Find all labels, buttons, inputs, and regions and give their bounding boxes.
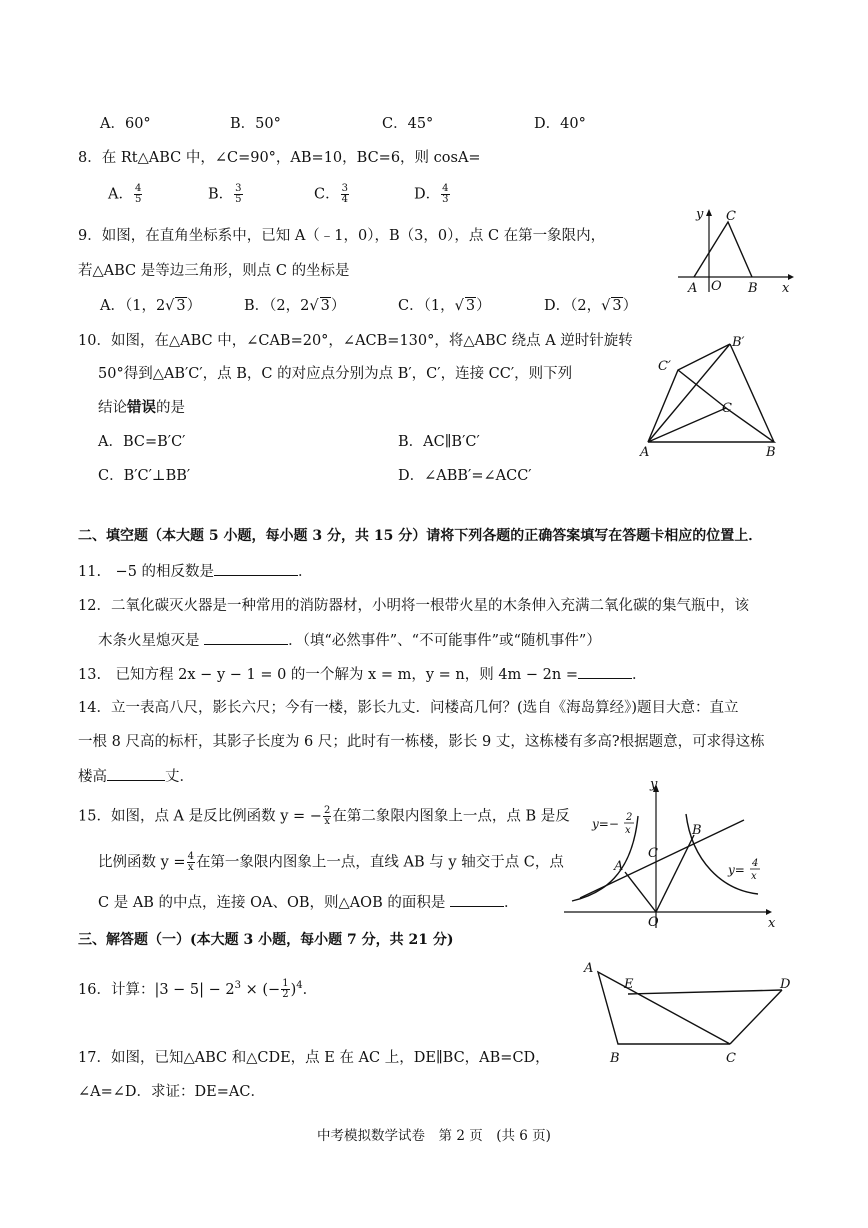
formula-neg2x-prefix: y=−: [592, 817, 619, 831]
q9-figure: [676, 204, 796, 296]
label-b: B: [748, 281, 758, 296]
label-o: O: [648, 915, 659, 930]
q15-line-1: 15．如图，点 A 是反比例函数 y = − $\frac{2}{x}$ 在第二象限内图象上一点，点 B 是反: [78, 805, 570, 827]
q16: 16．计算：$|3 - 5| - 2^3$ × (− $\frac{1}{2}$ )$^4$．: [78, 978, 318, 1001]
q8-stem: 8．在 Rt△ABC 中，∠C=90°，AB=10，BC=6，则 cosA=: [78, 150, 481, 166]
q7-option-b: B．50°: [230, 116, 281, 132]
formula-4x-prefix: y=: [728, 863, 745, 877]
q8-option-a: A． $\frac{4}{5}$: [108, 183, 142, 205]
q17-figure: [578, 958, 796, 1068]
label-a: A: [640, 445, 650, 460]
segment-bb1: [730, 344, 774, 442]
q15-figure: [562, 776, 784, 936]
q9-option-d: D．（2，√ 3）: [544, 298, 638, 314]
label-e: E: [624, 977, 634, 992]
q7-option-a: A．60°: [100, 116, 151, 132]
label-b: B: [610, 1051, 620, 1066]
label-x: x: [768, 916, 776, 931]
segment-oa: [625, 872, 656, 912]
label-x: x: [782, 281, 790, 296]
label-b1: B′: [732, 335, 745, 350]
label-c: C: [722, 401, 732, 416]
q10-line-1: 10．如图，在△ABC 中，∠CAB=20°，∠ACB=130°，将△ABC 绕点 A 逆时针旋转: [78, 333, 633, 349]
formula-4x-den: x: [751, 871, 757, 882]
label-a: A: [584, 961, 594, 976]
label-c: C: [648, 846, 658, 861]
segment-ed: [628, 990, 782, 994]
q10-option-c: C．B′C′⊥BB′: [98, 468, 191, 484]
label-y: y: [650, 777, 658, 792]
segment-cc1: [678, 370, 726, 408]
q9-option-b: B．（2，2√ 3）: [244, 298, 346, 314]
q8-option-c: C． $\frac{3}{4}$: [314, 183, 348, 205]
y-axis-arrow: [706, 209, 712, 216]
formula-neg2x-num: 2: [626, 812, 633, 823]
section-2-title: 二、填空题（本大题 5 小题，每小题 3 分，共 15 分）请将下列各题的正确答案填写在答题卡相应的位置上．: [78, 528, 763, 544]
q9-option-a: A．（1，2√ 3）: [100, 298, 202, 314]
label-c: C: [726, 209, 736, 224]
q12-line-1: 12．二氧化碳灭火器是一种常用的消防器材，小明将一根带火星的木条伸入充满二氧化碳的集气瓶中，该: [78, 598, 749, 614]
q10-option-a: A．BC=B′C′: [98, 434, 186, 450]
label-a: A: [688, 281, 698, 296]
q8-option-b: B． $\frac{3}{5}$: [208, 183, 242, 205]
triangle-abc: [598, 972, 730, 1044]
formula-neg2x-den: x: [625, 825, 631, 836]
label-b: B: [766, 445, 776, 460]
label-b: B: [692, 823, 702, 838]
label-a: A: [614, 859, 624, 874]
q17-line-1: 17．如图，已知△ABC 和△CDE，点 E 在 AC 上，DE∥BC，AB=CD，: [78, 1050, 550, 1066]
q14-line-2: 一根 8 尺高的标杆，其影子长度为 6 尺；此时有一栋楼，影长 9 丈，这栋楼有多高?根据题意，可求得这栋: [78, 734, 765, 750]
section-3-title: 三、解答题（一）(本大题 3 小题，每小题 7 分，共 21 分): [78, 932, 454, 948]
segment-dc: [730, 990, 782, 1044]
label-c: C: [726, 1051, 736, 1066]
q17-line-2: ∠A=∠D．求证：DE=AC．: [78, 1084, 265, 1100]
q9-line-1: 9．如图，在直角坐标系中，已知 A（﹣1，0），B（3，0），点 C 在第一象限内，: [78, 228, 606, 244]
q10-line-3: 结论错误的是: [98, 399, 185, 416]
label-o: O: [711, 279, 722, 294]
q10-option-d: D．∠ABB′=∠ACC′: [398, 468, 532, 484]
q15-line-2: 比例函数 y = $\frac{4}{x}$ 在第一象限内图象上一点，直线 AB 与 y 轴交于点 C，点: [98, 851, 564, 873]
x-axis-arrow: [766, 909, 772, 915]
q8-option-d: D． $\frac{4}{3}$: [414, 183, 449, 205]
q7-option-c: C．45°: [382, 116, 434, 132]
page-footer: 中考模拟数学试卷 第 2 页 (共 6 页): [317, 1128, 551, 1144]
label-y: y: [696, 207, 704, 222]
q10-line-2: 50°得到△AB′C′，点 B，C 的对应点分别为点 B′，C′，连接 CC′，则下列: [98, 366, 573, 382]
segment-ob: [656, 835, 694, 912]
q11: 11. −5 的相反数是 ．: [78, 561, 313, 582]
triangle-abc: [694, 222, 752, 277]
q10-option-b: B．AC∥B′C′: [398, 434, 480, 450]
q12-line-2: 木条火星熄灭是 ．（填“必然事件”、“不可能事件”或“随机事件”）: [98, 630, 601, 651]
q7-option-d: D．40°: [534, 116, 586, 132]
q15-line-3: C 是 AB 的中点，连接 OA、OB，则△AOB 的面积是 ．: [98, 892, 518, 913]
formula-4x-num: 4: [752, 858, 759, 869]
line-ab: [580, 820, 744, 898]
x-axis-arrow: [788, 274, 794, 280]
label-d: D: [780, 977, 791, 992]
label-c1: C′: [658, 359, 671, 374]
q9-option-c: C．（1，√ 3）: [398, 298, 491, 314]
q14-line-3: 楼高 丈．: [78, 766, 194, 787]
q9-line-2: 若△ABC 是等边三角形，则点 C 的坐标是: [78, 263, 350, 279]
triangle-abc: [648, 408, 774, 442]
q14-line-1: 14．立一表高八尺，影长六尺；今有一楼，影长九丈．问楼高几何？(选自《海岛算经》)题目大意：直立: [78, 700, 739, 716]
q13: 13. 已知方程 2x − y − 1 = 0 的一个解为 x = m，y = n，则 4m − 2n = ．: [78, 664, 647, 685]
q10-figure: [630, 330, 790, 462]
